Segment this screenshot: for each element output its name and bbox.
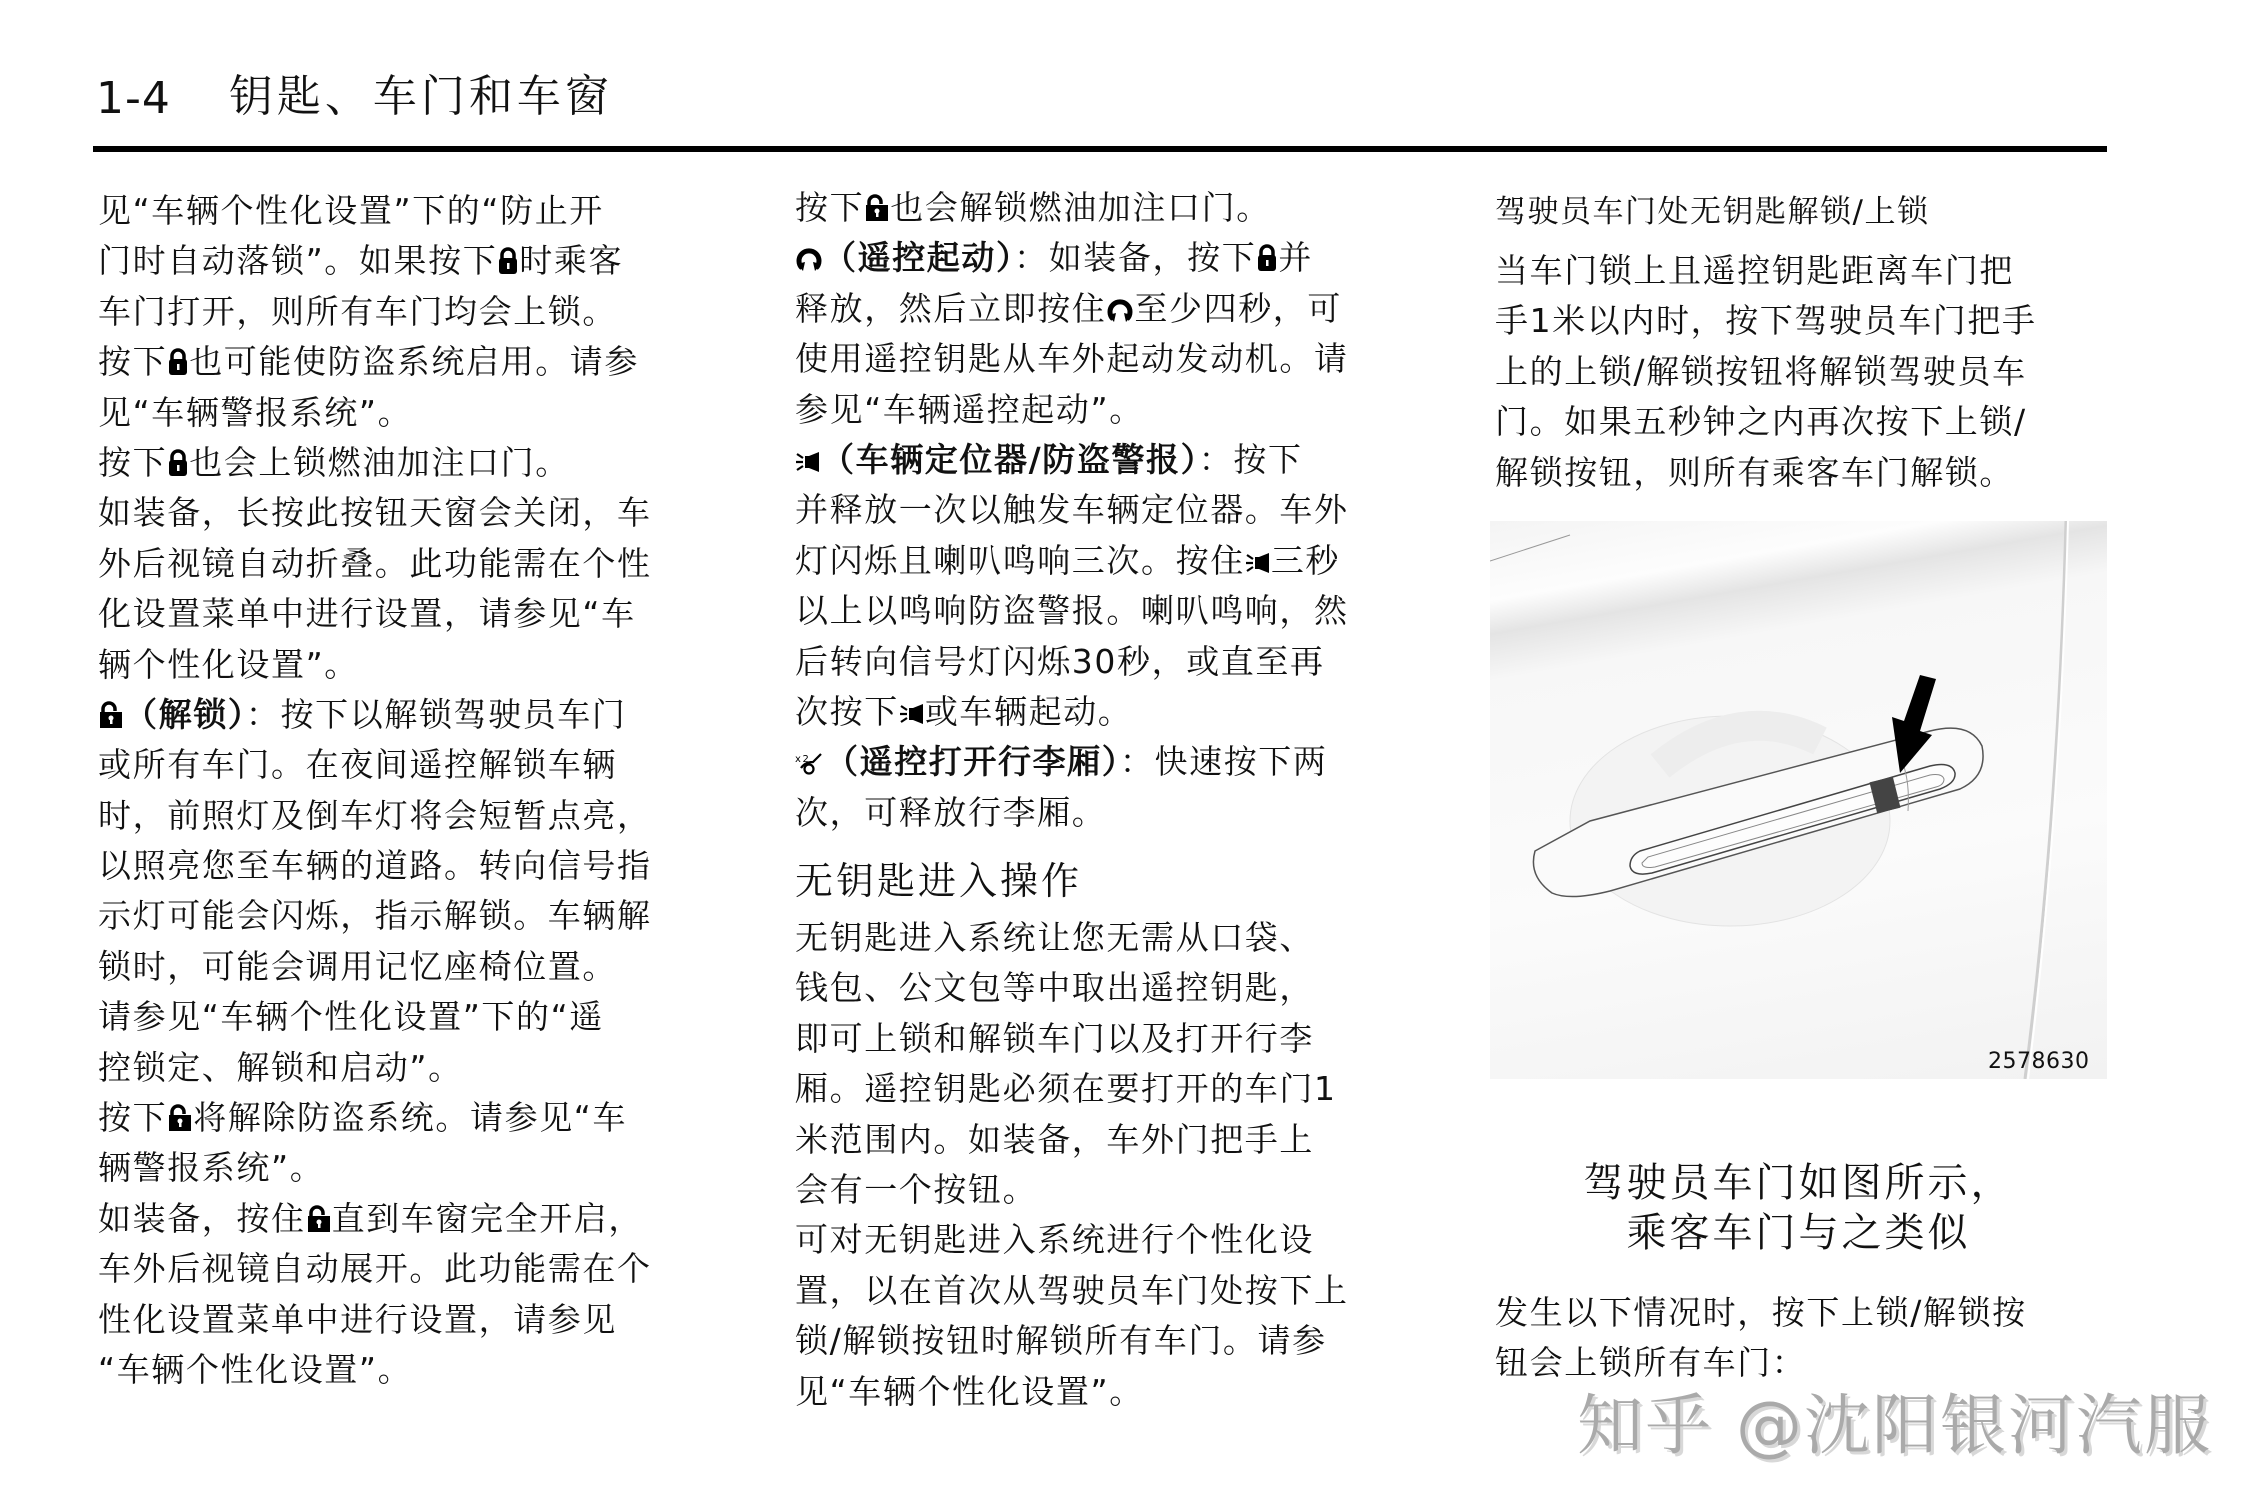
feature-label: （车辆定位器/防盗警报） [821, 439, 1199, 479]
text-line [795, 435, 1349, 485]
text-run: 也可能使防盗系统启用。请参 [189, 342, 640, 382]
text-line: 如装备，长按此按钮天窗会关闭，车 [98, 493, 652, 533]
text-run: 门时自动落锁”。如果按下 [98, 241, 498, 281]
vehicle-locator-alarm-icon [1245, 539, 1271, 589]
text-line: 控锁定、解锁和启动”。 [98, 1047, 463, 1087]
middle-column-bottom [795, 913, 1349, 1417]
door-handle-figure [1490, 521, 2107, 1079]
text-line: 辆警报系统”。 [98, 1148, 325, 1188]
text-line: 钱包、公文包等中取出遥控钥匙， [795, 968, 1314, 1008]
text-line: 后转向信号灯闪烁30秒，或直至再 [795, 641, 1325, 681]
text-run: 将解除防盗系统。请参见“车 [193, 1098, 628, 1138]
text-line: 见“车辆个性化设置”。 [795, 1371, 1144, 1411]
text-run: 按下 [795, 188, 865, 227]
text-line: 性化设置菜单中进行设置，请参见 [98, 1299, 617, 1339]
unlock-icon [167, 1096, 193, 1146]
text-line [98, 438, 652, 488]
section-heading-keyless-entry: 无钥匙进入操作 [795, 859, 1083, 903]
figure-number: 2578630 [1988, 1049, 2090, 1074]
text-run: 也会解锁燃油加注口门。 [890, 188, 1271, 227]
text-line: 无钥匙进入系统让您无需从口袋、 [795, 918, 1314, 957]
text-run: 按下 [98, 442, 168, 482]
text-run: （遥控打开行李厢）：快速按下两 [825, 742, 1328, 782]
text-line: 使用遥控钥匙从车外起动发动机。请 [795, 339, 1349, 379]
vehicle-locator-alarm-icon [795, 438, 821, 488]
text-line: 或所有车门。在夜间遥控解锁车辆 [98, 745, 617, 785]
text-line: 时，前照灯及倒车灯将会短暂点亮， [98, 795, 652, 835]
text-line: 车外后视镜自动展开。此功能需在个 [98, 1249, 652, 1289]
text-line: 化设置菜单中进行设置，请参见“车 [98, 594, 636, 634]
lock-icon [497, 239, 519, 289]
text-line: 以上以鸣响防盗警报。喇叭鸣响，然 [795, 591, 1349, 631]
lock-icon [167, 441, 189, 491]
text-run: 或车辆起动。 [924, 691, 1133, 731]
text-line: 钮会上锁所有车门： [1495, 1343, 1807, 1383]
lock-icon [167, 340, 189, 390]
text-line [795, 284, 1349, 334]
chapter-title: 钥匙、车门和车窗 [228, 71, 613, 122]
text-line [795, 536, 1349, 586]
page-header [96, 71, 613, 124]
text-line [98, 690, 652, 740]
text-line: 见“车辆个性化设置”下的“防止开 [98, 191, 604, 230]
unlock-icon [306, 1197, 332, 1247]
text-line: 锁/解锁按钮时解锁所有车门。请参 [795, 1321, 1327, 1361]
text-line: 外后视镜自动折叠。此功能需在个性 [98, 543, 652, 583]
unlock-icon [98, 693, 124, 743]
text-run: 时乘客 [519, 241, 624, 281]
feature-label: （解锁） [124, 694, 246, 734]
text-line [98, 236, 652, 286]
text-line: 置，以在首次从驾驶员车门处按下上 [795, 1270, 1349, 1310]
text-line [98, 337, 652, 387]
figure-caption-line-2: 乘客车门与之类似 [1626, 1210, 1971, 1256]
text-run: （解锁）：按下以解锁驾驶员车门 [124, 694, 627, 734]
text-run: 释放，然后立即按住 [795, 288, 1107, 328]
text-line: 门。如果五秒钟之内再次按下上锁/ [1495, 402, 2027, 442]
text-line: 厢。遥控钥匙必须在要打开的车门1 [795, 1069, 1337, 1109]
text-run: 也会上锁燃油加注口门。 [189, 442, 570, 482]
text-run: 并 [1278, 238, 1313, 278]
svg-text:x2: x2 [795, 754, 811, 766]
text-line [795, 687, 1349, 737]
text-run: 如装备，按住 [98, 1198, 306, 1238]
figure-caption-line-1: 驾驶员车门如图所示， [1583, 1160, 2014, 1206]
text-run: 直到车窗完全开启， [331, 1198, 644, 1238]
watermark: 知乎 @沈阳银河汽服 [1577, 1387, 2212, 1464]
text-line: 即可上锁和解锁车门以及打开行李 [795, 1018, 1314, 1058]
middle-column-top [795, 183, 1349, 838]
text-line: 可对无钥匙进入系统进行个性化设 [795, 1220, 1314, 1260]
text-run: 至少四秒，可 [1134, 288, 1343, 328]
text-line: 车门打开，则所有车门均会上锁。 [98, 291, 617, 331]
feature-label: （遥控起动） [823, 238, 1015, 278]
text-line: “车辆个性化设置”。 [98, 1349, 413, 1389]
text-line: 会有一个按钮。 [795, 1169, 1038, 1209]
text-run: （遥控起动）：如装备，按下 [823, 238, 1257, 278]
text-run: 次按下 [795, 691, 899, 731]
text-line: 辆个性化设置”。 [98, 644, 359, 684]
door-handle-illustration [1490, 521, 2107, 1079]
header-rule [93, 146, 2107, 152]
unlock-icon [864, 186, 890, 236]
figure-caption [1490, 1158, 2107, 1258]
text-line: 次，可释放行李厢。 [795, 792, 1107, 832]
page-number: 1-4 [96, 73, 171, 124]
remote-trunk-release-icon [795, 740, 825, 790]
text-line: 解锁按钮，则所有乘客车门解锁。 [1495, 452, 2014, 492]
text-run: 按下 [98, 342, 168, 382]
text-line: 手1米以内时，按下驾驶员车门把手 [1495, 301, 2037, 341]
text-line: 并释放一次以触发车辆定位器。车外 [795, 490, 1349, 530]
text-line [795, 233, 1349, 283]
left-column [98, 186, 652, 1395]
right-column-top [1495, 246, 2037, 498]
text-run: （车辆定位器/防盗警报）：按下 [821, 439, 1303, 479]
text-line: 示灯可能会闪烁，指示解锁。车辆解 [98, 896, 652, 936]
text-line: 锁时，可能会调用记忆座椅位置。 [98, 946, 617, 986]
remote-start-icon [1106, 287, 1134, 337]
text-run: 三秒 [1270, 540, 1341, 580]
lock-icon [1256, 236, 1278, 286]
text-run: 按下 [98, 1098, 168, 1138]
remote-start-icon [795, 236, 823, 286]
text-line [98, 1194, 652, 1244]
text-line: 见“车辆警报系统”。 [98, 392, 413, 432]
text-line: 米范围内。如装备，车外门把手上 [795, 1119, 1314, 1159]
text-line: 上的上锁/解锁按钮将解锁驾驶员车 [1495, 351, 2027, 391]
text-line: 请参见“车辆个性化设置”下的“遥 [98, 997, 604, 1037]
text-run: 灯闪烁且喇叭鸣响三次。按住 [795, 540, 1245, 580]
text-line: 发生以下情况时，按下上锁/解锁按 [1495, 1293, 2027, 1332]
text-line: 以照亮您至车辆的道路。转向信号指 [98, 846, 652, 886]
text-line: 当车门锁上且遥控钥匙距离车门把 [1495, 251, 2014, 290]
vehicle-locator-alarm-icon [899, 690, 925, 740]
subheading-driver-door-keyless: 驾驶员车门处无钥匙解锁/上锁 [1495, 194, 1930, 230]
text-line [795, 737, 1349, 787]
feature-label: （遥控打开行李厢） [825, 742, 1120, 782]
text-line: 参见“车辆遥控起动”。 [795, 389, 1144, 429]
text-line [98, 1093, 652, 1143]
text-line [795, 183, 1349, 233]
